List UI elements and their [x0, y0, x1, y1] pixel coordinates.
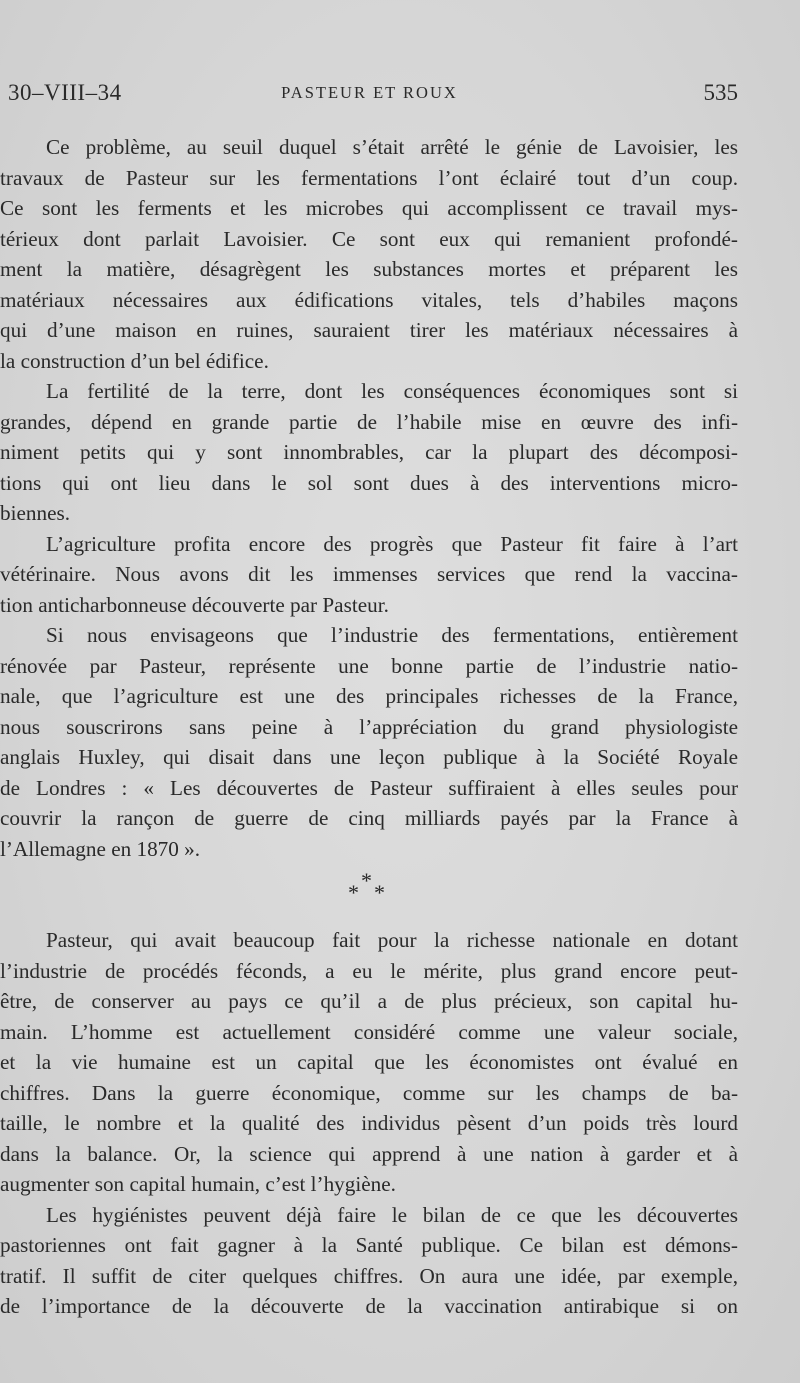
text-line: La fertilité de la terre, dont les conséquences économiques sont si — [46, 379, 738, 403]
text-line: augmenter son capital humain, c’est l’hygiène. — [0, 1172, 396, 1196]
text-line: taille, le nombre et la qualité des individus pèsent d’un poids très lourd — [0, 1111, 738, 1135]
body-text — [0, 132, 738, 1322]
asterisk: * — [348, 880, 359, 905]
text-line: travaux de Pasteur sur les fermentations l’ont éclairé tout d’un coup. — [0, 165, 738, 190]
paragraph — [0, 620, 738, 864]
text-line: la construction d’un bel édifice. — [0, 348, 269, 373]
text-line: matériaux nécessaires aux édifications vitales, tels d’habiles maçons — [0, 287, 738, 312]
paragraph — [0, 1200, 738, 1322]
text-line: térieux dont parlait Lavoisier. Ce sont eux qui remanient profondé- — [0, 226, 738, 251]
section-separator-asterism — [0, 864, 738, 925]
text-line: tions qui ont lieu dans le sol sont dues à des interventions micro- — [0, 470, 738, 495]
text-line: nous souscrirons sans peine à l’appréciation du grand physiologiste — [0, 714, 738, 739]
paragraph — [0, 529, 738, 621]
paragraph — [0, 925, 738, 1200]
text-line: main. L’homme est actuellement considéré comme une valeur sociale, — [0, 1019, 738, 1044]
header-title: PASTEUR ET ROUX — [281, 83, 458, 102]
text-line: niment petits qui y sont innombrables, car la plupart des décomposi- — [0, 440, 738, 464]
page-number: 535 — [703, 80, 738, 105]
text-line: tion anticharbonneuse découverte par Pasteur. — [0, 592, 389, 617]
text-line: Si nous envisageons que l’industrie des fermentations, entièrement — [46, 623, 738, 647]
text-line: nale, que l’agriculture est une des principales richesses de la France, — [0, 684, 738, 708]
text-line: être, de conserver au pays ce qu’il a de plus précieux, son capital hu- — [0, 989, 738, 1013]
text-line: ment la matière, désagrègent les substances mortes et préparent les — [0, 257, 738, 281]
text-line: l’industrie de procédés féconds, a eu le mérite, plus grand encore peut- — [0, 958, 738, 983]
paragraph — [0, 376, 738, 529]
text-line: l’Allemagne en 1870 ». — [0, 836, 201, 861]
text-line: Pasteur, qui avait beaucoup fait pour la richesse nationale en dotant — [46, 928, 738, 952]
asterisk: * — [361, 868, 372, 893]
text-line: et la vie humaine est un capital que les économistes ont évalué en — [0, 1050, 738, 1074]
text-line: grandes, dépend en grande partie de l’habile mise en œuvre des infi- — [0, 409, 738, 434]
text-line: qui d’une maison en ruines, sauraient tirer les matériaux nécessaires à — [0, 318, 738, 342]
text-line: chiffres. Dans la guerre économique, comme sur les champs de ba- — [0, 1080, 738, 1105]
running-header — [8, 80, 738, 114]
text-line: de l’importance de la découverte de la vaccination antirabique si on — [0, 1294, 738, 1318]
text-line: couvrir la rançon de guerre de cinq milliards payés par la France à — [0, 806, 738, 830]
text-line: dans la balance. Or, la science qui apprend à une nation à garder et à — [0, 1141, 738, 1166]
text-line: L’agriculture profita encore des progrès que Pasteur fit faire à l’art — [46, 531, 738, 556]
paragraph — [0, 132, 738, 376]
text-line: vétérinaire. Nous avons dit les immenses services que rend la vaccina- — [0, 562, 738, 586]
text-line: tratif. Il suffit de citer quelques chiffres. On aura une idée, par exemple, — [0, 1263, 738, 1288]
text-line: Les hygiénistes peuvent déjà faire le bilan de ce que les découvertes — [46, 1202, 738, 1227]
text-line: pastoriennes ont fait gagner à la Santé publique. Ce bilan est démons- — [0, 1233, 738, 1257]
text-line: rénovée par Pasteur, représente une bonne partie de l’industrie natio- — [0, 653, 738, 678]
text-line: de Londres : « Les découvertes de Pasteur suffiraient à elles seules pour — [0, 775, 738, 800]
header-date: 30–VIII–34 — [8, 80, 122, 105]
asterisk: * — [374, 880, 385, 905]
text-line: Ce problème, au seuil duquel s’était arrêté le génie de Lavoisier, les — [46, 135, 738, 159]
text-line: Ce sont les ferments et les microbes qui accomplissent ce travail mys- — [0, 196, 738, 220]
text-line: anglais Huxley, qui disait dans une leçon publique à la Société Royale — [0, 745, 738, 769]
text-line: biennes. — [0, 501, 71, 525]
